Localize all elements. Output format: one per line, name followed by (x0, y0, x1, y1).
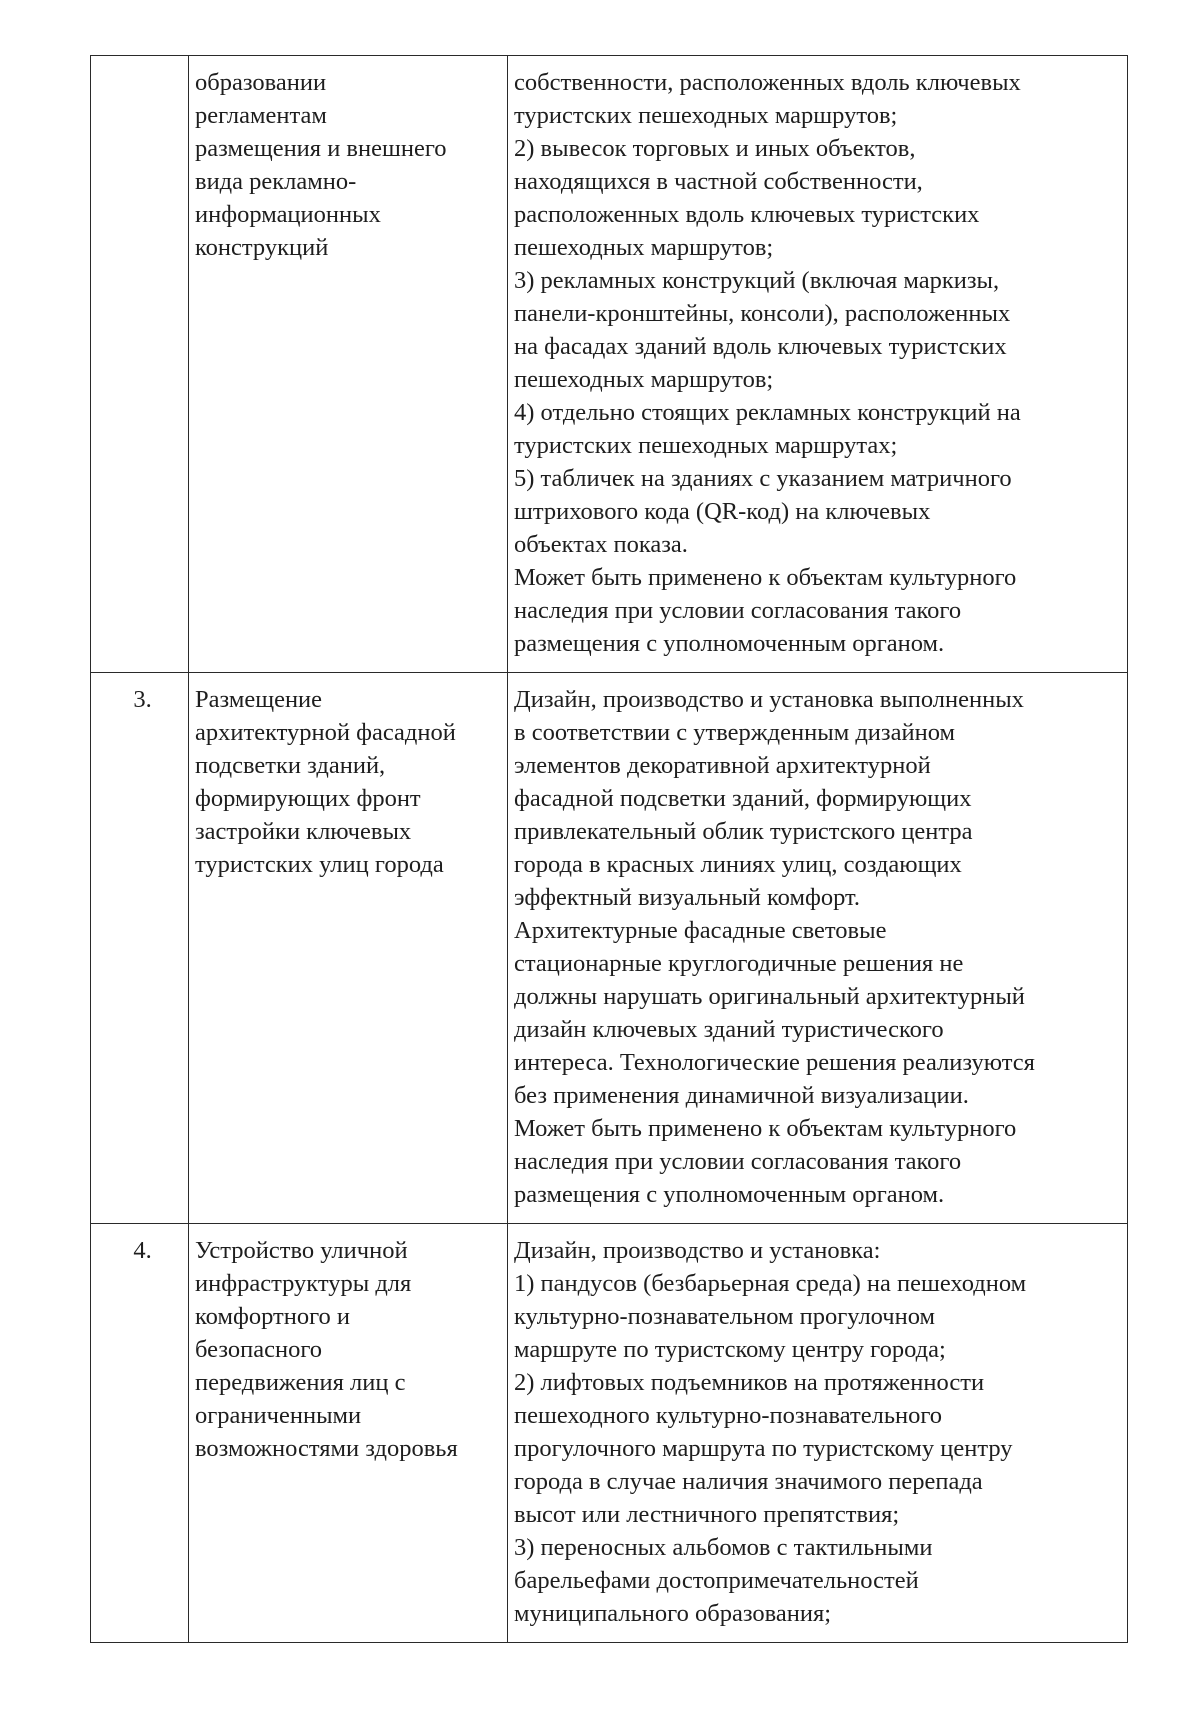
row-number-cell: 3. (91, 673, 189, 1224)
document-table (90, 55, 1128, 1643)
measure-description-cell: собственности, расположенных вдоль ключевых туристских пешеходных маршрутов; 2) вывесок торговых и иных объектов, находящихся в частной собственности, расположенных вдоль ключевых туристских пешеходных маршрутов; 3) рекламных конструкций (включая маркизы, панели-кронштейны, консоли), расположенных на фасадах зданий вдоль ключевых туристских пешеходных маршрутов; 4) отдельно стоящих рекламных конструкций на туристских пешеходных маршрутах; 5) табличек на зданиях с указанием матричного штрихового кода (QR-код) на ключевых объектах показа. Может быть применено к объектам культурного наследия при условии согласования такого размещения с уполномоченным органом. (508, 56, 1128, 673)
measure-name-cell: Устройство уличной инфраструктуры для комфортного и безопасного передвижения лиц с ограниченными возможностями здоровья (189, 1224, 508, 1643)
measure-name-cell: Размещение архитектурной фасадной подсветки зданий, формирующих фронт застройки ключевых туристских улиц города (189, 673, 508, 1224)
row-number-cell: 4. (91, 1224, 189, 1643)
table-row (91, 1224, 1128, 1643)
measure-name-cell: образовании регламентам размещения и внешнего вида рекламно- информационных конструкций (189, 56, 508, 673)
table-row (91, 673, 1128, 1224)
measure-description-cell: Дизайн, производство и установка выполненных в соответствии с утвержденным дизайном элементов декоративной архитектурной фасадной подсветки зданий, формирующих привлекательный облик туристского центра города в красных линиях улиц, создающих эффектный визуальный комфорт. Архитектурные фасадные световые стационарные круглогодичные решения не должны нарушать оригинальный архитектурный дизайн ключевых зданий туристического интереса. Технологические решения реализуются без применения динамичной визуализации. Может быть применено к объектам культурного наследия при условии согласования такого размещения с уполномоченным органом. (508, 673, 1128, 1224)
row-number-cell (91, 56, 189, 673)
table-row (91, 56, 1128, 673)
measure-description-cell: Дизайн, производство и установка: 1) пандусов (безбарьерная среда) на пешеходном культурно-познавательном прогулочном маршруте по туристскому центру города; 2) лифтовых подъемников на протяженности пешеходного культурно-познавательного прогулочного маршрута по туристскому центру города в случае наличия значимого перепада высот или лестничного препятствия; 3) переносных альбомов с тактильными барельефами достопримечательностей муниципального образования; (508, 1224, 1128, 1643)
